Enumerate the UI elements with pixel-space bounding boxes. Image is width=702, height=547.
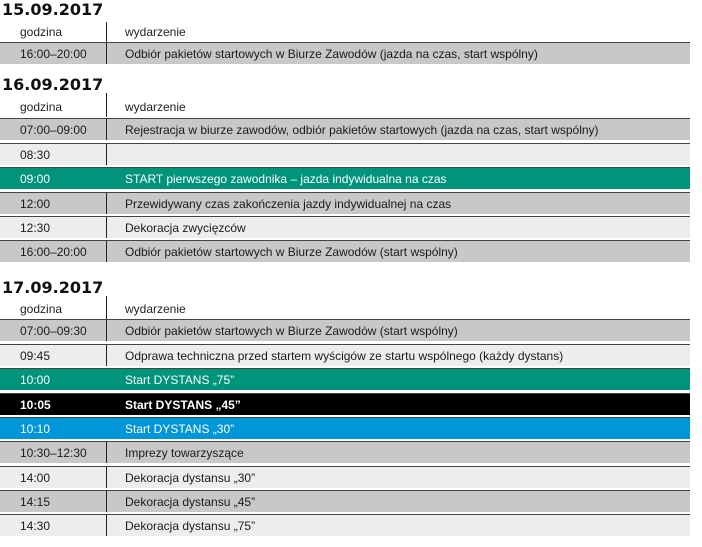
column-header-event: wydarzenie [125,302,186,316]
table-row: 12:30 Dekoracja zwycięzców [0,216,690,238]
column-divider [106,296,107,319]
column-divider [106,22,107,42]
table-header-day-3 [0,298,690,320]
table-row: 09:45 Odprawa techniczna przed startem wyścigów ze startu wspólnego (każdy dystans) [0,344,690,366]
date-day-1: 15.09.2017 [2,0,104,19]
table-row: 10:30–12:30 Imprezy towarzyszące [0,441,690,463]
date-day-2: 16.09.2017 [2,75,104,94]
table-row: 08:30 [0,143,690,165]
date-day-3: 17.09.2017 [2,278,104,297]
column-divider [106,93,107,117]
table-header-day-2 [0,96,690,118]
column-header-time: godzina [20,100,63,114]
column-header-time: godzina [20,302,63,316]
table-row: 09:00 START pierwszego zawodnika – jazda indywidualna na czas [0,167,690,189]
table-row: 14:30 Dekoracja dystansu „75” [0,514,690,536]
column-header-event: wydarzenie [125,100,186,114]
column-header-time: godzina [20,25,63,39]
table-row: 16:00–20:00 Odbiór pakietów startowych w Biurze Zawodów (start wspólny) [0,240,690,262]
column-header-event: wydarzenie [125,25,186,39]
table-row: 14:15 Dekoracja dystansu „45” [0,490,690,512]
table-row: 10:05 Start DYSTANS „45” [0,393,690,415]
table-header-day-1 [0,21,690,43]
table-row: 16:00–20:00 Odbiór pakietów startowych w Biurze Zawodów (jazda na czas, start wspólny) [0,42,690,64]
table-row: 07:00–09:00 Rejestracja w biurze zawodów, odbiór pakietów startowych (jazda na czas, start wspólny) [0,118,690,140]
table-row: 10:00 Start DYSTANS „75” [0,368,690,390]
table-row: 14:00 Dekoracja dystansu „30” [0,466,690,488]
table-row: 07:00–09:30 Odbiór pakietów startowych w Biurze Zawodów (start wspólny) [0,319,690,341]
table-row: 10:10 Start DYSTANS „30” [0,417,690,439]
table-row: 12:00 Przewidywany czas zakończenia jazdy indywidualnej na czas [0,192,690,214]
